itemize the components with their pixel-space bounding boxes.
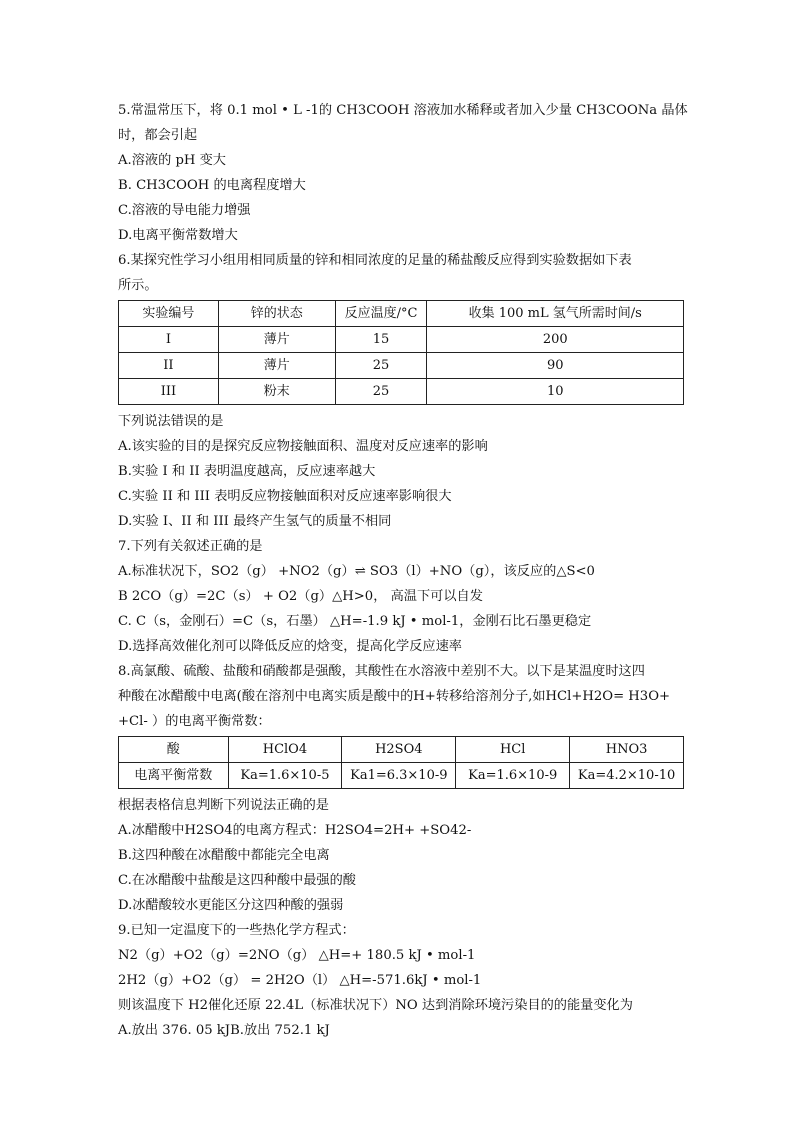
q9-ask: 则该温度下 H2催化还原 22.4L（标准状况下）NO 达到消除环境污染目的的能量变化为 — [118, 998, 633, 1013]
q5-stem-line1: 5.常温常压下，将 0.1 mol • L -1的 CH3COOH 溶液加水稀释或者加入少量 CH3COONa 晶体 — [118, 103, 688, 118]
table-header-cell: 反应温度/°C — [335, 301, 427, 327]
table-header-cell: 实验编号 — [119, 301, 219, 327]
table-cell: 薄片 — [218, 353, 335, 379]
table-header-cell: HNO3 — [570, 737, 684, 763]
table-header-cell: 酸 — [119, 737, 229, 763]
q7-stem: 7.下列有关叙述正确的是 — [118, 539, 263, 554]
table-header-cell: 锌的状态 — [218, 301, 335, 327]
q6-ask: 下列说法错误的是 — [118, 414, 224, 429]
q8-option-c: C.在冰醋酸中盐酸是这四种酸中最强的酸 — [118, 873, 356, 888]
table-cell: I — [119, 327, 219, 353]
q7-option-c: C. C（s，金刚石）=C（s，石墨） △H=-1.9 kJ • mol-1，金刚石比石墨更稳定 — [118, 614, 592, 629]
q8-stem-line3: +Cl- ）的电离平衡常数： — [118, 714, 271, 729]
q9-equation-1: N2（g）+O2（g）=2NO（g） △H=+ 180.5 kJ • mol-1 — [118, 948, 476, 963]
table-row — [119, 327, 684, 353]
table-cell: 10 — [427, 379, 684, 405]
q7-option-d: D.选择高效催化剂可以降低反应的焓变，提高化学反应速率 — [118, 639, 462, 654]
table-header-row — [119, 737, 684, 763]
q8-stem-line1: 8.高氯酸、硫酸、盐酸和硝酸都是强酸，其酸性在水溶液中差别不大。以下是某温度时这四 — [118, 664, 645, 679]
q5-option-c: C.溶液的导电能力增强 — [118, 203, 251, 218]
table-row — [119, 353, 684, 379]
q5-stem-line2: 时，都会引起 — [118, 128, 198, 143]
table-row — [119, 379, 684, 405]
q8-ionization-table — [118, 736, 684, 789]
table-row-label: 电离平衡常数 — [119, 763, 229, 789]
q8-ask: 根据表格信息判断下列说法正确的是 — [118, 798, 329, 813]
q6-option-d: D.实验 I、II 和 III 最终产生氢气的质量不相同 — [118, 514, 392, 529]
q6-data-table — [118, 300, 684, 405]
table-cell: 15 — [335, 327, 427, 353]
table-cell: 90 — [427, 353, 684, 379]
table-header-row — [119, 301, 684, 327]
q6-stem-line1: 6.某探究性学习小组用相同质量的锌和相同浓度的足量的稀盐酸反应得到实验数据如下表 — [118, 253, 632, 268]
q9-equation-2: 2H2（g）+O2（g） = 2H2O（l） △H=-571.6kJ • mol-1 — [118, 973, 482, 988]
q8-option-a: A.冰醋酸中H2SO4的电离方程式：H2SO4=2H+ +SO42- — [118, 823, 472, 838]
q5-option-d: D.电离平衡常数增大 — [118, 228, 238, 243]
table-cell: Ka1=6.3×10-9 — [342, 763, 456, 789]
table-cell: II — [119, 353, 219, 379]
table-cell: 25 — [335, 379, 427, 405]
q6-option-b: B.实验 I 和 II 表明温度越高，反应速率越大 — [118, 464, 376, 479]
q5-option-a: A.溶液的 pH 变大 — [118, 153, 226, 168]
table-cell: Ka=4.2×10-10 — [570, 763, 684, 789]
table-cell: III — [119, 379, 219, 405]
table-cell: 薄片 — [218, 327, 335, 353]
q5-option-b: B. CH3COOH 的电离程度增大 — [118, 178, 306, 193]
table-row — [119, 763, 684, 789]
exam-page — [118, 98, 688, 1043]
table-header-cell: 收集 100 mL 氢气所需时间/s — [427, 301, 684, 327]
table-header-cell: HCl — [456, 737, 570, 763]
table-header-cell: HClO4 — [228, 737, 342, 763]
table-cell: 200 — [427, 327, 684, 353]
table-cell: Ka=1.6×10-5 — [228, 763, 342, 789]
table-cell: 25 — [335, 353, 427, 379]
q8-option-d: D.冰醋酸较水更能区分这四种酸的强弱 — [118, 898, 344, 913]
q6-option-a: A.该实验的目的是探究反应物接触面积、温度对反应速率的影响 — [118, 439, 488, 454]
q7-option-a: A.标准状况下，SO2（g） +NO2（g）⇌ SO3（l）+NO（g），该反应的△S<0 — [118, 564, 595, 579]
table-header-cell: H2SO4 — [342, 737, 456, 763]
q6-option-c: C.实验 II 和 III 表明反应物接触面积对反应速率影响很大 — [118, 489, 452, 504]
q8-stem-line2: 种酸在冰醋酸中电离(酸在溶剂中电离实质是酸中的H+转移给溶剂分子,如HCl+H2O= H3O+ — [118, 689, 671, 704]
q9-option-a: A.放出 376. 05 kJB.放出 752.1 kJ — [118, 1023, 330, 1038]
q8-option-b: B.这四种酸在冰醋酸中都能完全电离 — [118, 848, 330, 863]
table-cell: Ka=1.6×10-9 — [456, 763, 570, 789]
q6-stem-line2: 所示。 — [118, 278, 158, 293]
q9-stem: 9.已知一定温度下的一些热化学方程式： — [118, 923, 355, 938]
table-cell: 粉末 — [218, 379, 335, 405]
q7-option-b: B 2CO（g）=2C（s） + O2（g）△H>0， 高温下可以自发 — [118, 589, 483, 604]
